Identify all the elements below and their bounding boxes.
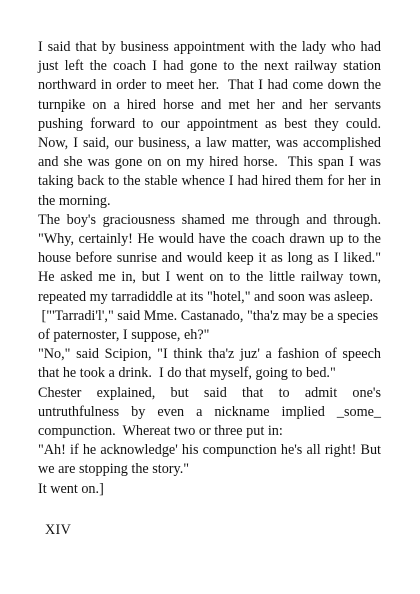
paragraph-chester: Chester explained, but said that to admit one's untruthfulness by even a nickname implied _some_ compunction. Whereat two or three put in: xyxy=(38,384,385,440)
chapter-heading: XIV xyxy=(45,522,72,538)
paragraph-tarradiddle-aside: ["'Tarradi'l'," said Mme. Castanado, "tha'z may be a species of paternoster, I suppose, eh?" xyxy=(38,307,382,344)
paragraph-scipion: "No," said Scipion, "I think tha'z juz' a fashion of speech that he took a drink. I do that myself, going to bed." xyxy=(38,346,385,382)
paragraph-appointment: I said that by business appointment with the lady who had just left the coach I had gone to the next railway station northward in order to meet her. That I had come down the turnpike on a hired horse and met her and her servants pushing forward to our appointment as best they could. Now, I said, our business, a law matter, was accomplished and she was gone on on my hired horse. This span I was taking back to the stable whence I had hired them for her in the morning. xyxy=(38,39,385,209)
paragraph-it-went-on: It went on.] xyxy=(38,480,104,497)
page-text xyxy=(38,38,389,499)
paragraph-boy-graciousness: The boy's graciousness shamed me through and through. "Why, certainly! He would have the coach drawn up to the house before sunrise and would keep it as long as I liked." He asked me in, but I went on to the little railway town, repeated my tarradiddle at its "hotel," and soon was asleep. xyxy=(38,211,389,305)
paragraph-compunction: "Ah! if he acknowledge' his compunction he's all right! But we are stopping the story." xyxy=(38,442,385,478)
